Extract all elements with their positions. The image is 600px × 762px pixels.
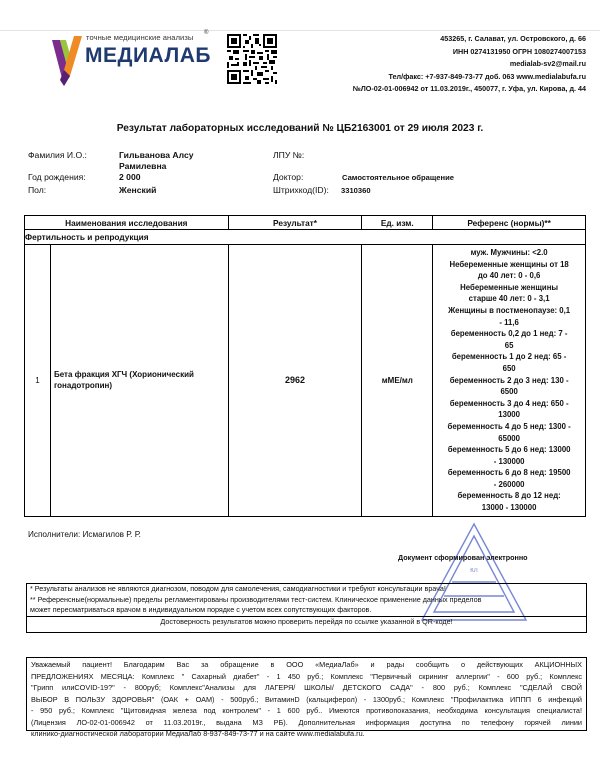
- reference-line: Женщины в постменопаузе: 0,1: [448, 305, 571, 315]
- reference-line: беременность 2 до 3 нед: 130 -: [449, 375, 569, 385]
- notes-box: [26, 583, 587, 633]
- barcode-value: 3310360: [341, 186, 371, 195]
- medialab-logo: [50, 32, 220, 88]
- reference-line: беременность 5 до 6 нед: 13000: [447, 445, 571, 455]
- reference-line: Небеременные женщины: [460, 282, 559, 292]
- lab-email[interactable]: medialab-sv2@mail.ru: [509, 59, 586, 69]
- reference-line: 13000: [498, 410, 520, 420]
- test-name: [50, 245, 228, 517]
- electronic-signature-note: Документ сформирован электронно: [398, 553, 528, 562]
- header-unit: Ед. изм.: [362, 216, 433, 230]
- logo-tagline: точные медицинские анализы: [86, 33, 194, 42]
- svg-text:КЛ: КЛ: [470, 568, 478, 574]
- test-unit: мМЕ/мл: [362, 245, 433, 517]
- reference-line: 650: [502, 363, 516, 373]
- doctor-label: Доктор:: [273, 172, 304, 182]
- reference-line: старше 40 лет: 0 - 3,1: [468, 294, 550, 304]
- patient-name-label: Фамилия И.О.:: [28, 150, 87, 160]
- note-reference-line1: ** Референсные(нормальные) пределы регламентированы производителями тест-систем. Клиническое применение данных пределов: [30, 594, 482, 604]
- reference-line: беременность 4 до 5 нед: 1300 -: [447, 421, 571, 431]
- test-name-line2: гонадотропин): [53, 381, 113, 391]
- promo-line: ВЫБОР В ПОЛЬЗУ ЗДОРОВЬЯ" (ОАК + ОАМ) - 500руб.; ВитаминD (кальциферол) - 1300руб.; Комплекс "Профилактика ИППП 6 инфекций: [31, 694, 582, 704]
- lab-phone[interactable]: Тел/факс: +7-937-849-73-77 доб. 063 www.medialabufa.ru: [388, 71, 586, 81]
- logo-registered-mark: ®: [204, 30, 209, 36]
- promo-line: (Лицензия ЛО-02-01-006942 от 11.03.2019г., выдана МЗ РБ). Дополнительная информация доступна по телефону горячей линии: [31, 717, 582, 727]
- logo-name: МЕДИАЛАБ: [85, 44, 211, 67]
- promo-line: клинико-диагностической лаборатории МедиаЛаб 8-937-849-73-77 и на сайте www.medialabufa.ru.: [31, 729, 365, 738]
- barcode-label: Штрихкод(ID):: [273, 185, 329, 195]
- logo-mark-icon: [50, 32, 84, 88]
- reference-line: 65000: [498, 433, 520, 443]
- executors: Исполнители: Исмагилов Р. Р.: [28, 530, 141, 539]
- patient-name-line2: Рамилевна: [119, 161, 167, 171]
- reference-line: - 11,6: [499, 317, 519, 327]
- reference-line: муж. Мужчины: <2.0: [470, 248, 548, 257]
- note-reference-line2: может пересматриваться врачом в индивидуальном порядке с учетом всех сопутствующих факторов.: [30, 605, 372, 615]
- top-band: [0, 0, 600, 31]
- reference-line: 6500: [500, 387, 518, 397]
- promo-line: "Грипп илиCOVID-19?" - 800руб; Комплекс"Анализы для ЛАГЕРЯ/ ШКОЛЫ/ ДЕТСКОГО САДА" - 800 руб.; Комплекс "СДЕЛАЙ СВОЙ: [31, 683, 582, 692]
- note-diagnosis: * Результаты анализов не являются диагнозом, поводом для самолечения, самодиагностики и требуют консультации врача!: [30, 584, 446, 593]
- lab-contacts: [353, 33, 586, 96]
- header-test-name: Наименования исследования: [25, 216, 229, 230]
- lab-inn: ИНН 0274131950 ОГРН 1080274007153: [452, 46, 586, 56]
- promo-box: [26, 657, 587, 738]
- doctor-value: Самостоятельное обращение: [342, 173, 454, 182]
- section-row: [25, 230, 586, 245]
- reference-line: - 130000: [493, 456, 525, 466]
- row-number: 1: [25, 245, 51, 517]
- sex-label: Пол:: [28, 185, 47, 195]
- header-reference: Референс (нормы)**: [433, 216, 586, 230]
- reference-line: беременность 0,2 до 1 нед: 7 -: [450, 329, 568, 339]
- reference-line: беременность 8 до 12 нед:: [457, 491, 561, 501]
- qr-code[interactable]: [227, 34, 277, 84]
- test-reference: [433, 245, 586, 517]
- test-name-line1: Бета фракция ХГЧ (Хорионический: [53, 370, 194, 380]
- note-qr-verify: Достоверность результатов можно проверить перейдя по ссылке указанной в QR-коде!: [27, 616, 586, 628]
- document-title: Результат лабораторных исследований № ЦБ2163001 от 29 июля 2023 г.: [116, 123, 484, 134]
- lab-address: 453265, г. Салават, ул. Островского, д. 66: [440, 34, 586, 43]
- table-header-row: [25, 216, 586, 230]
- reference-line: беременность 3 до 4 нед: 650 -: [449, 398, 569, 408]
- reference-line: беременность 6 до 8 нед: 19500: [447, 468, 571, 478]
- reference-line: Небеременные женщины от 18: [449, 259, 569, 269]
- reference-line: до 40 лет: 0 - 0,6: [477, 271, 541, 281]
- birth-year-value: 2 000: [119, 172, 141, 182]
- sex-value: Женский: [119, 185, 157, 195]
- section-title: Фертильность и репродукция: [25, 230, 586, 245]
- reference-line: - 260000: [493, 479, 525, 489]
- promo-line: - 950 руб.; Комплекс "Щитовидная железа под контролем" - 1 600 руб.. Имеются противопоказания, необходима консультация специалиста!: [31, 706, 582, 715]
- lab-license: №ЛО-02-01-006942 от 11.03.2019г., 450077, г. Уфа, ул. Кирова, д. 44: [352, 84, 586, 94]
- promo-line: Уважаемый пациент! Благодарим Вас за обращение в ООО «МедиаЛаб» и рады сообщить о действующих АКЦИОННЫХ: [31, 660, 582, 669]
- test-result: 2962: [228, 245, 362, 517]
- reference-line: 13000 - 130000: [481, 503, 537, 513]
- patient-name-line1: Гильванова Алсу: [119, 150, 194, 160]
- reference-line: 65: [504, 340, 514, 350]
- lpu-label: ЛПУ №:: [273, 150, 305, 160]
- results-table: [24, 215, 586, 517]
- promo-line: ПРЕДЛОЖЕНИЯХ МЕСЯЦА: Комплекс " Сахарный диабет" - 1 450 руб.; Комплекс "Первичный скрининг аллергии" - 600 руб.; Комплекс: [31, 671, 582, 681]
- reference-line: беременность 1 до 2 нед: 65 -: [451, 352, 567, 362]
- table-row: [25, 245, 586, 517]
- birth-year-label: Год рождения:: [28, 172, 86, 182]
- header-result: Результат*: [228, 216, 362, 230]
